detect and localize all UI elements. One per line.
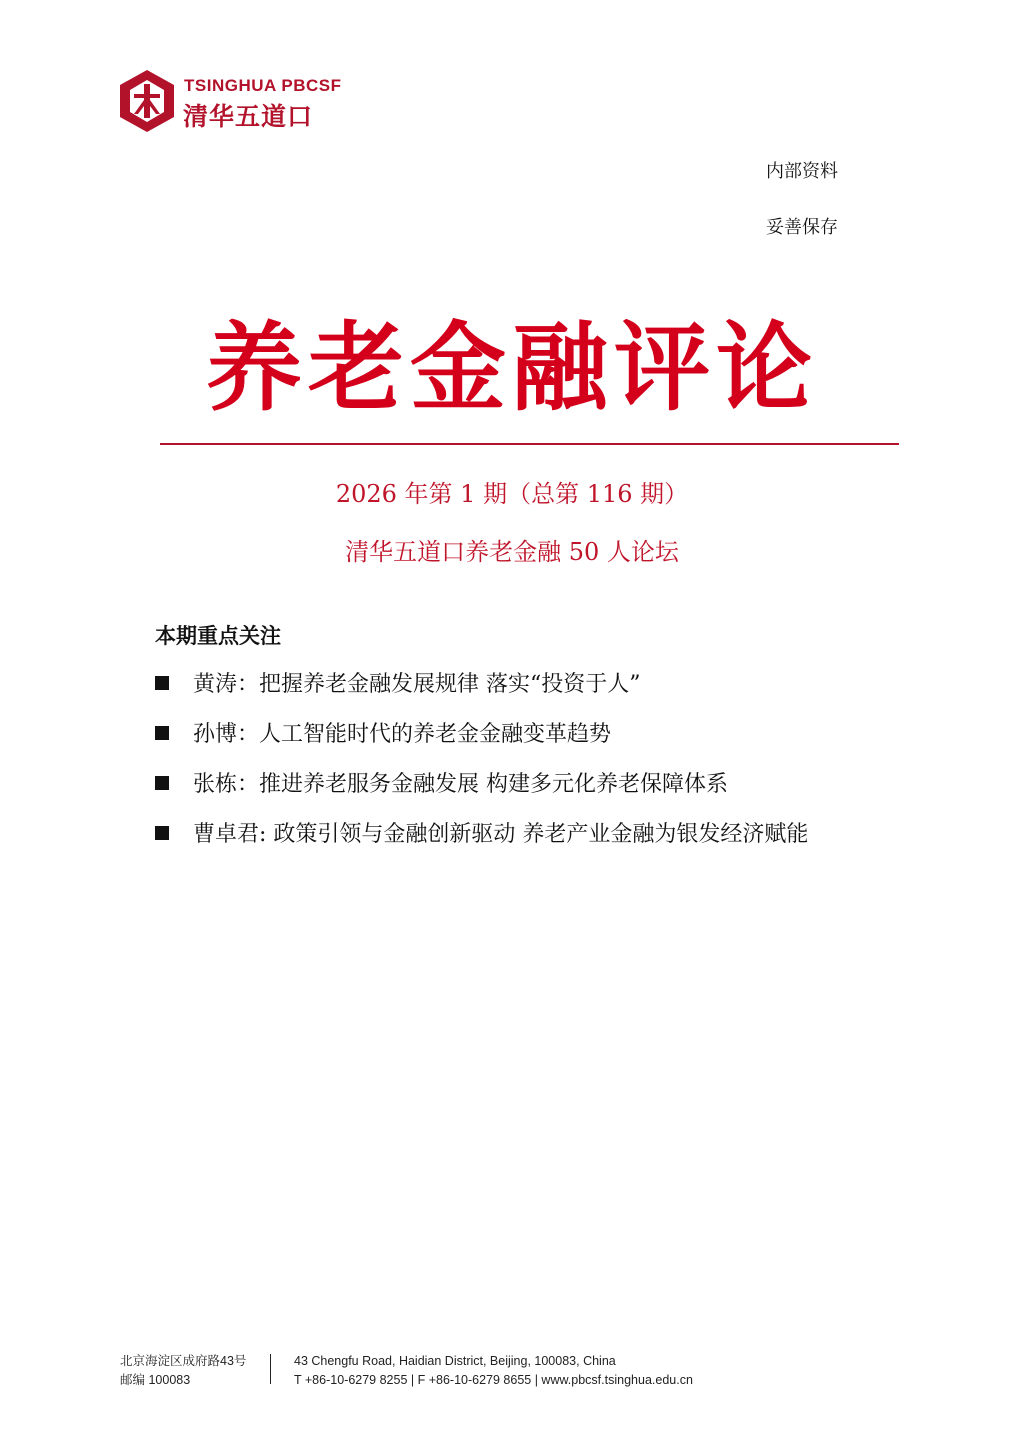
square-bullet-icon: [155, 776, 169, 790]
footer-divider: [270, 1354, 271, 1384]
footer-address-cn: 北京海淀区成府路43号: [120, 1354, 247, 1368]
focus-list: [155, 667, 808, 867]
list-item-text: 孙博：人工智能时代的养老金金融变革趋势: [193, 722, 612, 747]
list-item: [155, 767, 808, 817]
focus-heading: 本期重点关注: [155, 623, 281, 648]
pbcsf-logo: [120, 70, 360, 132]
keep-safe-label: 妥善保存: [766, 217, 838, 238]
list-item-text: 黄涛：把握养老金融发展规律 落实“投资于人”: [193, 672, 641, 697]
publication-title: 养老金融评论: [206, 311, 818, 424]
list-item-text: 张栋：推进养老服务金融发展 构建多元化养老保障体系: [193, 772, 728, 797]
internal-material-label: 内部资料: [766, 161, 838, 182]
footer-address-en: 43 Chengfu Road, Haidian District, Beijing, 100083, China: [294, 1354, 616, 1368]
list-item-text: 曹卓君: 政策引领与金融创新驱动 养老产业金融为银发经济赋能: [193, 822, 809, 847]
square-bullet-icon: [155, 726, 169, 740]
footer-contact: T +86-10-6279 8255 | F +86-10-6279 8655 | www.pbcsf.tsinghua.edu.cn: [294, 1373, 693, 1387]
list-item: [155, 817, 808, 867]
footer-postcode-cn: 邮编 100083: [120, 1373, 191, 1387]
logo-english-text: TSINGHUA PBCSF: [184, 76, 342, 95]
footer-chinese-address: [120, 1352, 246, 1390]
list-item: [155, 667, 808, 717]
page-footer: [120, 1352, 780, 1392]
footer-english-address: [294, 1352, 693, 1390]
issue-number: 2026 年第 1 期（总第 116 期）: [335, 480, 689, 508]
title-divider: [160, 443, 899, 445]
pbcsf-emblem-icon: [120, 70, 174, 132]
forum-name: 清华五道口养老金融 50 人论坛: [345, 538, 679, 566]
square-bullet-icon: [155, 676, 169, 690]
logo-chinese-text: 清华五道口: [183, 102, 314, 131]
list-item: [155, 717, 808, 767]
square-bullet-icon: [155, 826, 169, 840]
